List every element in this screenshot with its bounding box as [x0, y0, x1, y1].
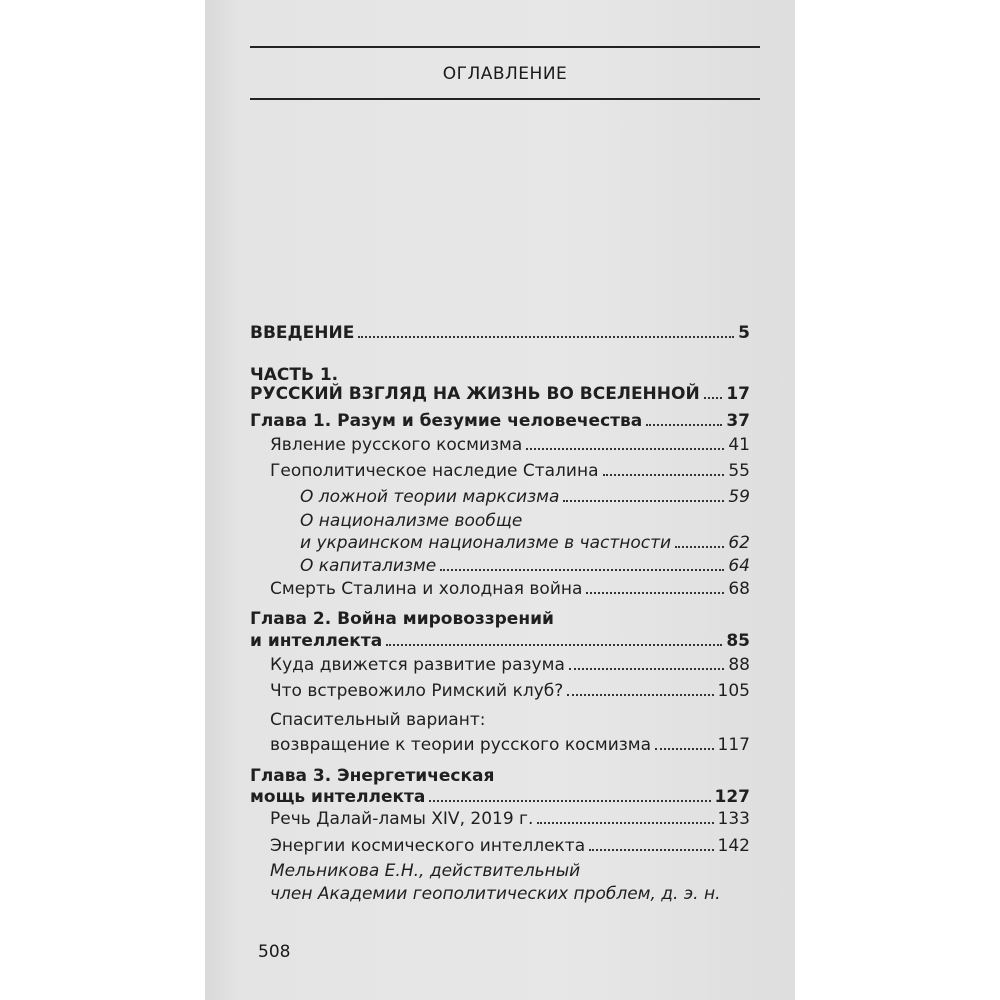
toc-entry-chapter2: и интеллекта 85 [250, 631, 750, 651]
toc-entry-ch1-section2: Геополитическое наследие Сталина 55 [270, 461, 750, 481]
leader-dots [440, 569, 724, 571]
toc-author-line1: Мельникова Е.Н., действительный [270, 861, 581, 881]
toc-entry-ch3-section2: Энергии космического интеллекта 142 [270, 836, 750, 856]
toc-chapter3-line1: Глава 3. Энергетическая [250, 766, 495, 786]
toc-entry-ch2-section1: Куда движется развитие разума 88 [270, 655, 750, 675]
toc-entry-ch1-section1: Явление русского космизма 41 [270, 435, 750, 455]
toc-entry-chapter1: Глава 1. Разум и безумие человечества 37 [250, 411, 750, 431]
toc-part1-label: ЧАСТЬ 1. [250, 365, 339, 385]
toc-entry-ch1-subsection-b: и украинском национализме в частности 62 [300, 533, 750, 553]
leader-dots [429, 800, 710, 802]
leader-dots [537, 822, 713, 824]
leader-dots [586, 592, 724, 594]
header-rule-bottom [250, 98, 760, 100]
toc-ch1-subsection-b-line1: О национализме вообще [300, 511, 523, 531]
leader-dots [567, 694, 713, 696]
toc-entry-ch2-section3: возвращение к теории русского космизма 117 [270, 735, 750, 755]
toc-chapter2-line1: Глава 2. Война мировоззрений [250, 609, 554, 629]
toc-author-line2: член Академии геополитических проблем, д. э. н. [270, 884, 721, 904]
toc-entry-intro: ВВЕДЕНИЕ 5 [250, 323, 750, 343]
toc-entry-ch3-section1: Речь Далай-ламы XIV, 2019 г. 133 [270, 809, 750, 829]
toc-entry-ch2-section2: Что встревожило Римский клуб? 105 [270, 681, 750, 701]
leader-dots [646, 424, 722, 426]
leader-dots [569, 668, 724, 670]
leader-dots [358, 336, 734, 338]
header-rule-top [250, 46, 760, 48]
toc-entry-ch1-subsection-a: О ложной теории марксизма 59 [300, 487, 750, 507]
leader-dots [655, 748, 714, 750]
toc-entry-chapter3: мощь интеллекта 127 [250, 787, 750, 807]
toc-entry-ch1-subsection-c: О капитализме 64 [300, 556, 750, 576]
leader-dots [563, 500, 724, 502]
leader-dots [603, 474, 725, 476]
leader-dots [589, 849, 713, 851]
leader-dots [675, 546, 724, 548]
toc-entry-part1: РУССКИЙ ВЗГЛЯД НА ЖИЗНЬ ВО ВСЕЛЕННОЙ 17 [250, 384, 750, 404]
leader-dots [526, 448, 724, 450]
leader-dots [704, 397, 723, 399]
leader-dots [386, 644, 722, 646]
page-number: 508 [258, 942, 291, 962]
toc-heading: ОГЛАВЛЕНИЕ [442, 64, 568, 84]
toc-entry-ch1-section3: Смерть Сталина и холодная война 68 [270, 579, 750, 599]
toc-ch2-section3-line1: Спасительный вариант: [270, 710, 486, 730]
